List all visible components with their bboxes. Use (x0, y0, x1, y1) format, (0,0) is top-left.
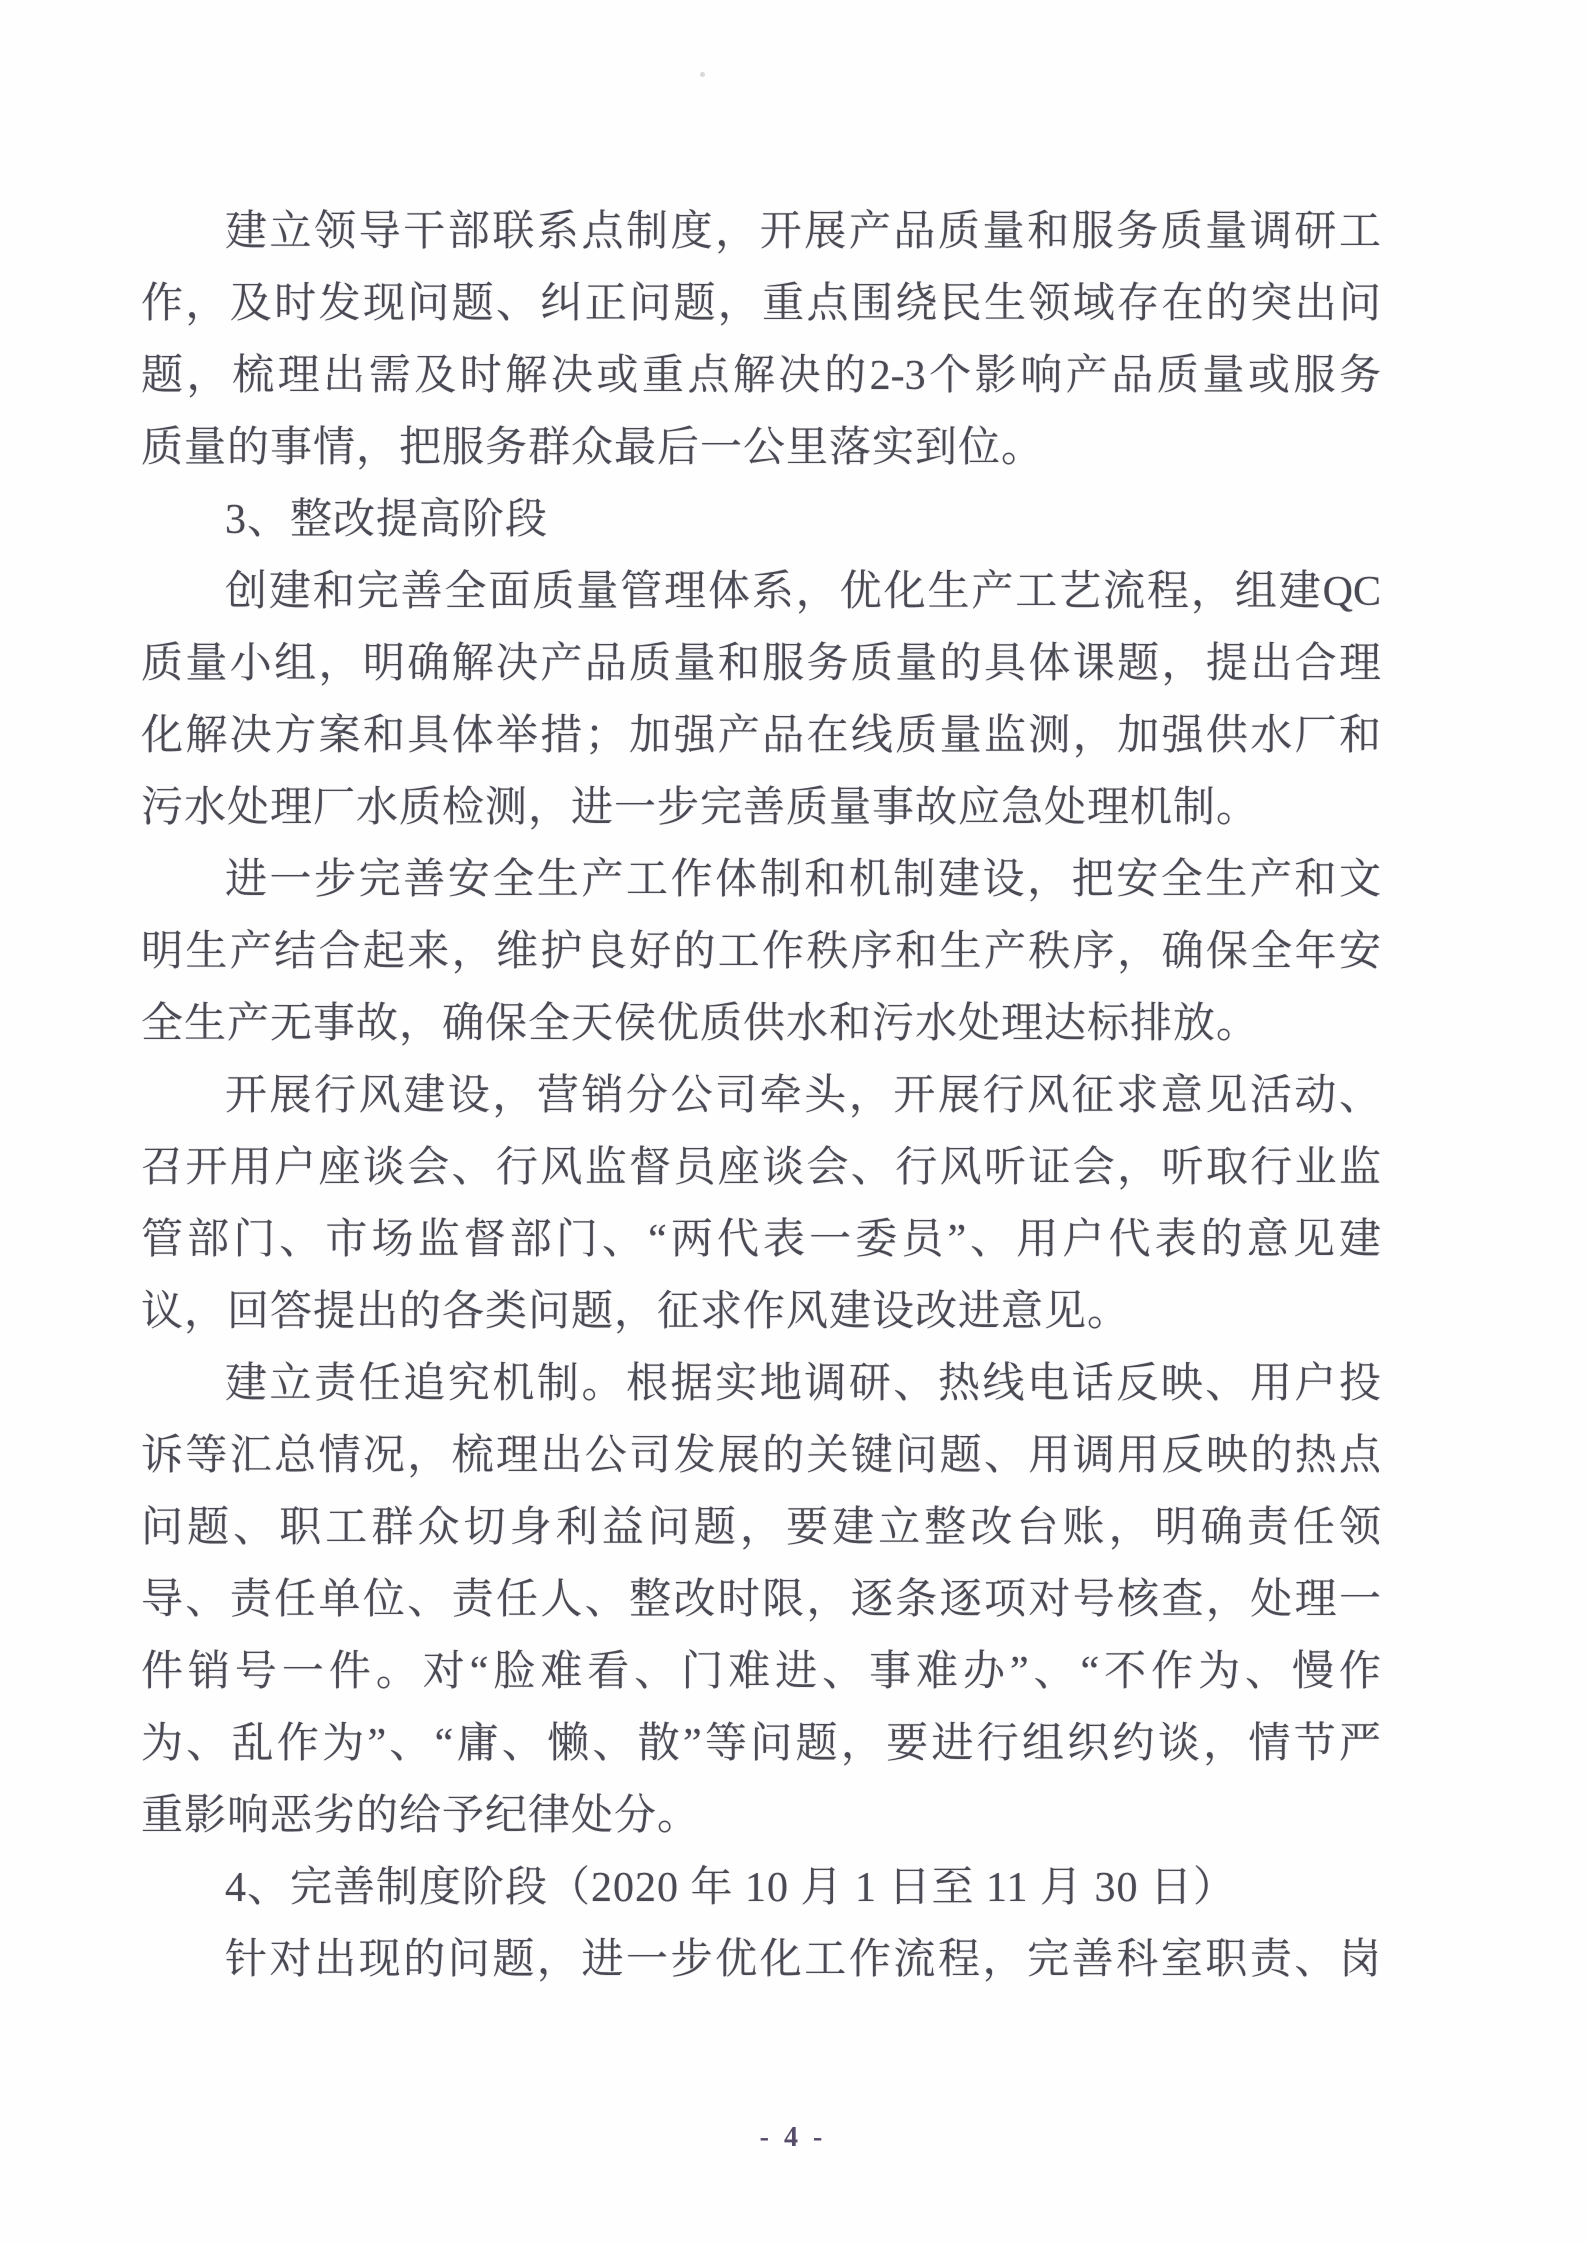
paragraph-line: 件销号一件。对“脸难看、门难进、事难办”、“不作为、慢作 (141, 1649, 1381, 1695)
paragraph-line: 全生产无事故，确保全天侯优质供水和污水处理达标排放。 (141, 1001, 1260, 1047)
paragraph-line: 针对出现的问题，进一步优化工作流程，完善科室职责、岗 (225, 1937, 1381, 1983)
paragraph-line: 管部门、市场监督部门、“两代表一委员”、用户代表的意见建 (141, 1217, 1381, 1263)
paragraph-line: 建立领导干部联系点制度，开展产品质量和服务质量调研工 (225, 209, 1381, 255)
paragraph-line: 重影响恶劣的给予纪律处分。 (141, 1793, 701, 1839)
paragraph-line: 题，梳理出需及时解决或重点解决的2-3个影响产品质量或服务 (141, 353, 1381, 399)
paragraph-line: 质量小组，明确解决产品质量和服务质量的具体课题，提出合理 (141, 641, 1381, 687)
paragraph-line: 为、乱作为”、“庸、懒、散”等问题，要进行组织约谈，情节严 (141, 1721, 1381, 1767)
paragraph-line: 议，回答提出的各类问题，征求作风建设改进意见。 (141, 1289, 1131, 1335)
paragraph-line: 导、责任单位、责任人、整改时限，逐条逐项对号核查，处理一 (141, 1577, 1381, 1623)
paragraph-line: 开展行风建设，营销分公司牵头，开展行风征求意见活动、 (225, 1073, 1381, 1119)
paragraph-line: 作，及时发现问题、纠正问题，重点围绕民生领域存在的突出问 (141, 281, 1381, 327)
paragraph-line: 召开用户座谈会、行风监督员座谈会、行风听证会，听取行业监 (141, 1145, 1381, 1191)
paragraph-line: 质量的事情，把服务群众最后一公里落实到位。 (141, 425, 1045, 471)
paragraph-line: 明生产结合起来，维护良好的工作秩序和生产秩序，确保全年安 (141, 929, 1381, 975)
paragraph-line: 诉等汇总情况，梳理出公司发展的关键问题、用调用反映的热点 (141, 1433, 1381, 1479)
page-number: - 4 - (759, 2122, 827, 2153)
paragraph-line: 创建和完善全面质量管理体系，优化生产工艺流程，组建QC (225, 569, 1381, 615)
paragraph-line: 建立责任追究机制。根据实地调研、热线电话反映、用户投 (225, 1361, 1381, 1407)
section-heading-3: 3、整改提高阶段 (225, 497, 549, 543)
section-heading-4: 4、完善制度阶段（2020 年 10 月 1 日至 11 月 30 日） (225, 1865, 1236, 1911)
paragraph-line: 化解决方案和具体举措；加强产品在线质量监测，加强供水厂和 (141, 713, 1381, 759)
paragraph-line: 污水处理厂水质检测，进一步完善质量事故应急处理机制。 (141, 785, 1260, 831)
document-text-block (141, 196, 1381, 1996)
paragraph-line: 进一步完善安全生产工作体制和机制建设，把安全生产和文 (225, 857, 1381, 903)
scan-speck (700, 72, 705, 77)
paragraph-line: 问题、职工群众切身利益问题，要建立整改台账，明确责任领 (141, 1505, 1381, 1551)
